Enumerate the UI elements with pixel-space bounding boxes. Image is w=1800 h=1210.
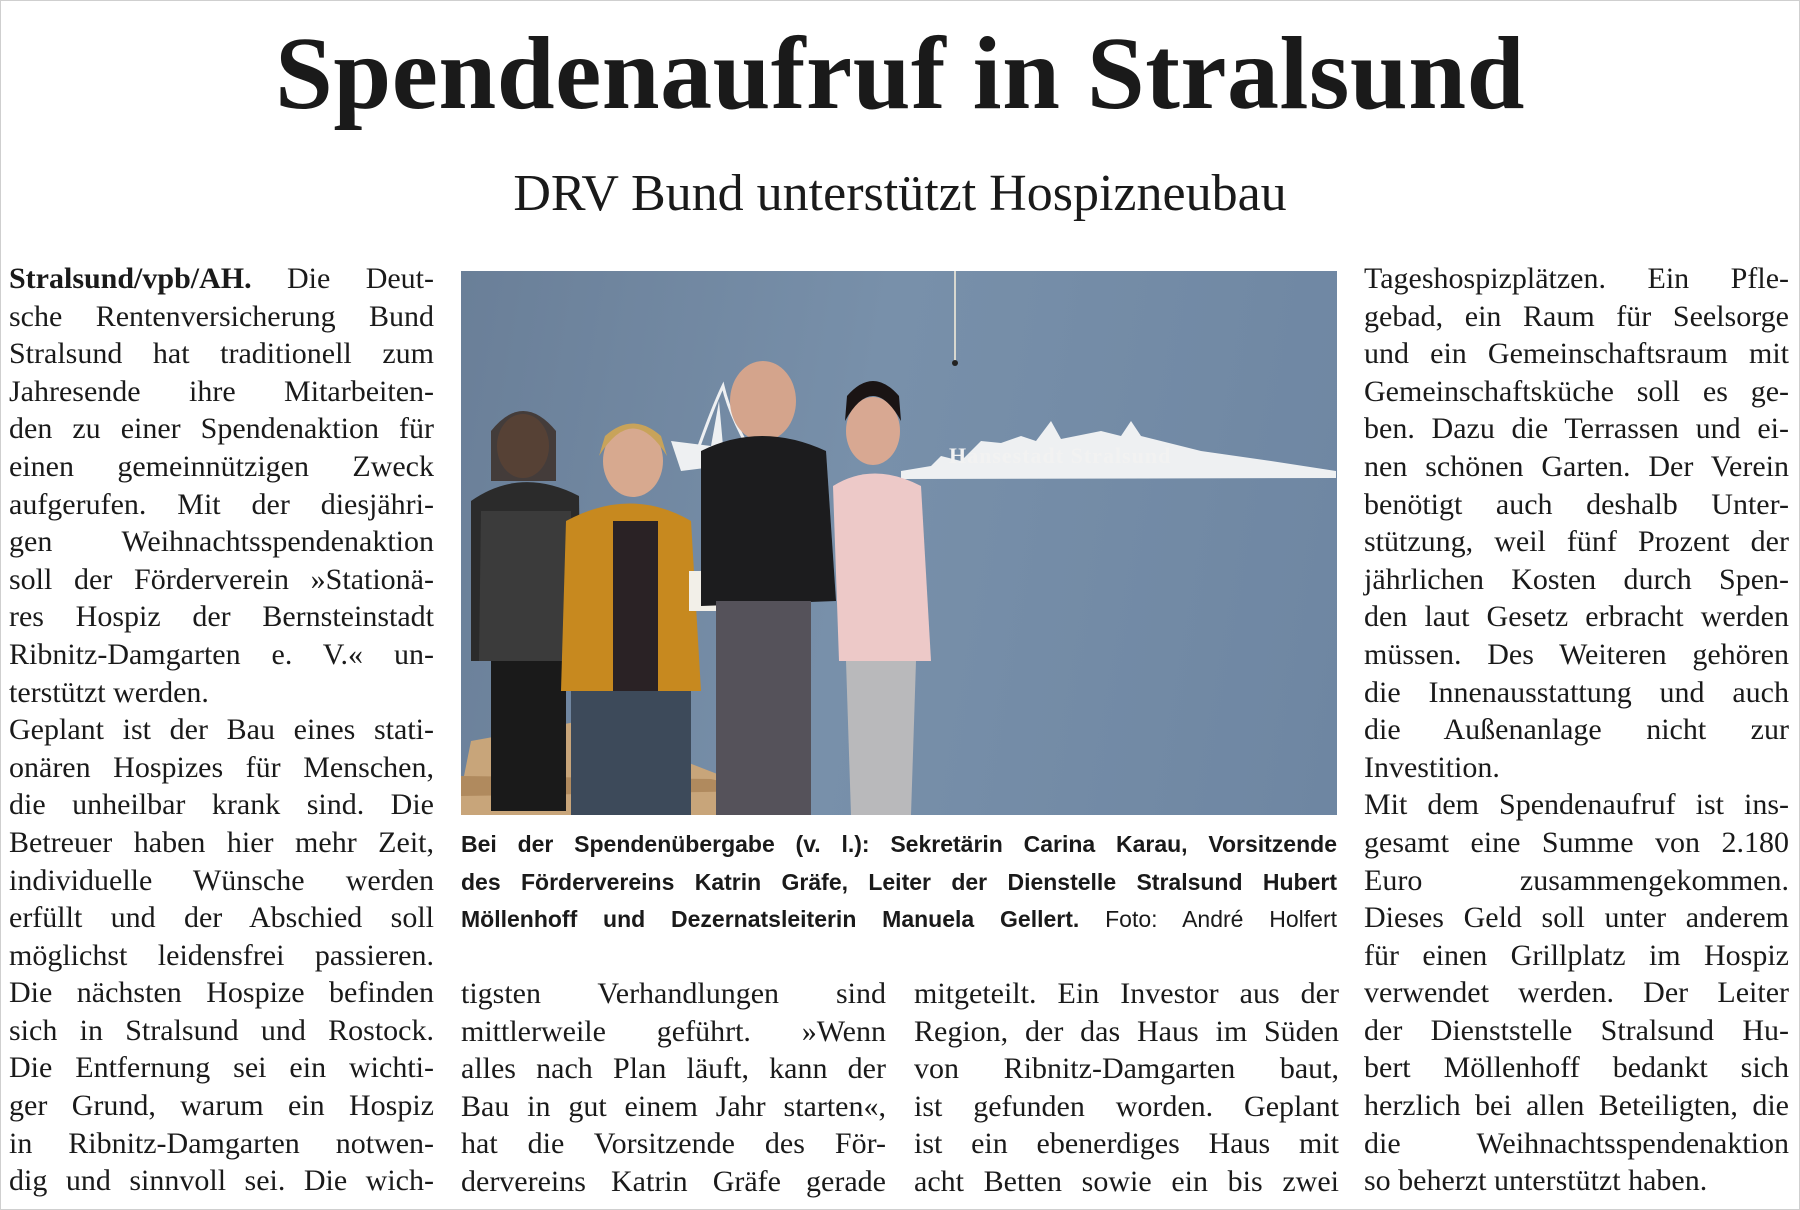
article-line: den laut Gesetz erbracht werden	[1364, 600, 1789, 634]
article-line: Betreuer haben hier mehr Zeit,	[9, 825, 434, 859]
article-line: verwendet werden. Der Leiter	[1364, 976, 1789, 1010]
article-line: mitgeteilt. Ein Investor aus der	[914, 977, 1339, 1010]
article-line: Ribnitz-Damgarten e. V.« un-	[9, 637, 434, 671]
article-line: Euro zusammengekommen.	[1364, 863, 1789, 897]
article-line: acht Betten sowie ein bis zwei	[914, 1164, 1339, 1198]
wall-lettering: Hansestadt Stralsund	[949, 443, 1172, 468]
article-line: bert Möllenhoff bedankt sich	[1364, 1051, 1789, 1085]
subheadline: DRV Bund unterstützt Hospizneubau	[513, 165, 1287, 222]
article-line: jährlichen Kosten durch Spen-	[1364, 562, 1789, 596]
article-line: so beherzt unterstützt haben.	[1364, 1164, 1708, 1198]
article-line: onären Hospizes für Menschen,	[9, 750, 434, 784]
article-line: den zu einer Spendenaktion für	[9, 412, 434, 446]
article-line: ist ein ebenerdiges Haus mit	[914, 1127, 1339, 1161]
article-line: dig und sinnvoll sei. Die wich-	[9, 1164, 434, 1198]
article-line: aufgerufen. Mit der diesjähri-	[9, 487, 434, 521]
caption-text: Möllenhoff und Dezernatsleiterin Manuela Gellert.	[461, 906, 1080, 932]
article-line: stützung, weil fünf Prozent der	[1364, 525, 1789, 559]
article-line: nen schönen Garten. Der Verein	[1364, 449, 1789, 483]
article-line: möglichst leidensfrei passieren.	[9, 938, 434, 972]
article-line	[9, 260, 434, 298]
article-line: einen gemeinnützigen Zweck	[9, 449, 434, 483]
caption-line: Bei der Spendenübergabe (v. l.): Sekretärin Carina Karau, Vorsitzende	[461, 831, 1337, 857]
article-photo	[461, 271, 1337, 815]
article-line: Region, der das Haus im Süden	[914, 1014, 1339, 1048]
article-line: ben. Dazu die Terrassen und ei-	[1364, 412, 1789, 446]
article-line: Stralsund hat traditionell zum	[9, 337, 434, 371]
article-line: alles nach Plan läuft, kann der	[461, 1052, 886, 1086]
article-line: Die Entfernung sei ein wichti-	[9, 1051, 434, 1085]
headline: Spendenaufruf in Stralsund	[275, 16, 1525, 131]
article-line: Investition.	[1364, 750, 1500, 784]
article-line: gebad, ein Raum für Seelsorge	[1364, 299, 1789, 333]
article-line: benötigt auch deshalb Unter-	[1364, 487, 1789, 521]
article-line: dervereins Katrin Gräfe gerade	[461, 1164, 886, 1198]
article-line: Mit dem Spendenaufruf ist ins-	[1364, 788, 1789, 822]
article-line: herzlich bei allen Beteiligten, die	[1364, 1089, 1789, 1123]
article-line: der Dienststelle Stralsund Hu-	[1364, 1013, 1789, 1047]
article-line: Jahresende ihre Mitarbeiten-	[9, 374, 434, 408]
article-line: res Hospiz der Bernsteinstadt	[9, 600, 434, 634]
article-line: sche Rentenversicherung Bund	[9, 299, 434, 333]
article-line: für einen Grillplatz im Hospiz	[1364, 938, 1789, 972]
caption-line	[461, 901, 1337, 939]
article-line: hat die Vorsitzende des För-	[461, 1127, 886, 1161]
photo-caption	[461, 826, 1337, 939]
photo-credit: Foto: André Holfert	[1105, 906, 1337, 932]
caption-line: des Fördervereins Katrin Gräfe, Leiter der Dienstelle Stralsund Hubert	[461, 868, 1337, 895]
article-line: die Außenanlage nicht zur	[1364, 713, 1789, 747]
article-line: die unheilbar krank sind. Die	[9, 788, 434, 822]
article-line: Gemeinschaftsküche soll es ge-	[1364, 374, 1789, 408]
article-line: individuelle Wünsche werden	[9, 863, 434, 897]
article-line: soll der Förderverein »Stationä-	[9, 562, 434, 596]
article-line: von Ribnitz-Damgarten baut,	[914, 1052, 1339, 1086]
article-line: Tageshospizplätzen. Ein Pfle-	[1364, 262, 1789, 295]
article-line: und ein Gemeinschaftsraum mit	[1364, 337, 1789, 371]
article-line: Dieses Geld soll unter anderem	[1364, 901, 1789, 935]
photo-illustration	[461, 271, 1337, 815]
article-line: die Innenausstattung und auch	[1364, 675, 1789, 709]
article-column-3	[914, 975, 1339, 1201]
article-line: Die nächsten Hospize befinden	[9, 976, 434, 1010]
dateline: Stralsund/vpb/AH.	[9, 262, 252, 295]
article-line: müssen. Des Weiteren gehören	[1364, 637, 1789, 671]
article-column-4	[1364, 260, 1789, 1200]
article-line: ger Grund, warum ein Hospiz	[9, 1089, 434, 1123]
article-column-2	[461, 975, 886, 1201]
article-line: Bau in gut einem Jahr starten«,	[461, 1089, 886, 1123]
article-line: die Weihnachtsspendenaktion	[1364, 1126, 1789, 1160]
article-line: sich in Stralsund und Rostock.	[9, 1013, 434, 1047]
article-line: gen Weihnachtsspendenaktion	[9, 525, 434, 559]
article-line: erfüllt und der Abschied soll	[9, 901, 434, 935]
article-line: tigsten Verhandlungen sind	[461, 977, 886, 1010]
article-line: gesamt eine Summe von 2.180	[1364, 825, 1789, 859]
article-line: mittlerweile geführt. »Wenn	[461, 1014, 886, 1048]
article-line: in Ribnitz-Damgarten notwen-	[9, 1126, 434, 1160]
article-column-1	[9, 260, 434, 1200]
article-text: Die Deut-	[286, 262, 434, 295]
article-line: terstützt werden.	[9, 675, 209, 709]
article-line: ist gefunden worden. Geplant	[914, 1089, 1339, 1123]
article-line: Geplant ist der Bau eines stati-	[9, 713, 434, 747]
